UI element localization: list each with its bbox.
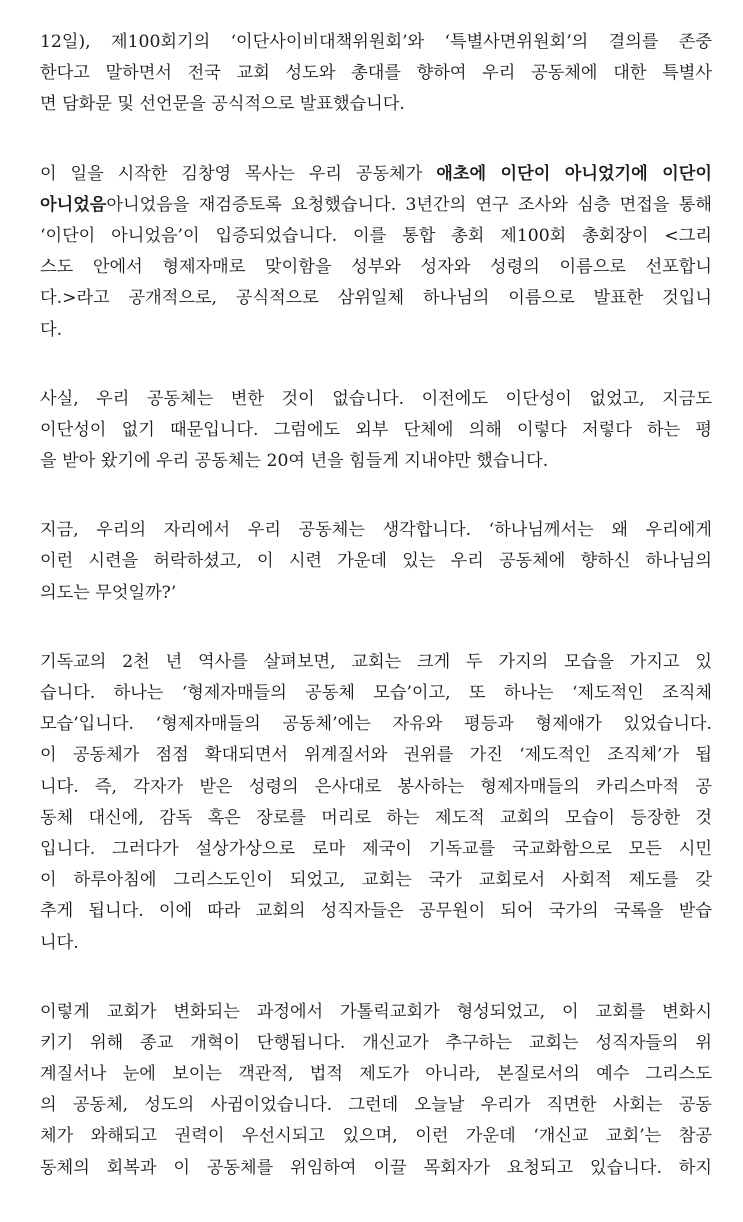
- paragraph-5: [40, 647, 712, 959]
- text-line: 이렇게 교회가 변화되는 과정에서 가톨릭교회가 형성되었고, 이 교회를 변화시: [40, 1001, 712, 1022]
- text-line: 이단성이 없기 때문입니다. 그럼에도 외부 단체에 의해 이렇다 저렇다 하는 평: [40, 419, 712, 440]
- text-line: ‘이단이 아니었음’이 입증되었습니다. 이를 통합 총회 제100회 총회장이 <그리: [40, 225, 712, 246]
- text-line: 지금, 우리의 자리에서 우리 공동체는 생각합니다. ‘하나님께서는 왜 우리에게: [40, 520, 712, 541]
- text-segment: 이 일을 시작한 김창영 목사는 우리 공동체가: [40, 163, 437, 184]
- text-line: 한다고 말하면서 전국 교회 성도와 총대를 향하여 우리 공동체에 대한 특별사: [40, 63, 712, 84]
- text-line: 사실, 우리 공동체는 변한 것이 없습니다. 이전에도 이단성이 없었고, 지금도: [40, 388, 712, 409]
- text-line: 습니다. 하나는 ‘형제자매들의 공동체 모습’이고, 또 하나는 ‘제도적인 조직체: [40, 683, 712, 703]
- text-line: 모습’입니다. ‘형제자매들의 공동체’에는 자유와 평등과 형제애가 있었습니다.: [40, 714, 712, 735]
- text-line: 키기 위해 종교 개혁이 단행됩니다. 개신교가 추구하는 교회는 성직자들의 위: [40, 1032, 712, 1053]
- text-line: 니다. 즉, 각자가 받은 성령의 은사대로 봉사하는 형제자매들의 카리스마적 공: [40, 776, 712, 797]
- text-segment: 아니었음을 재검증토록 요청했습니다. 3년간의 연구 조사와 심층 면접을 통해: [106, 194, 712, 215]
- text-line: 을 받아 왔기에 우리 공동체는 20여 년을 힘들게 지내야만 했습니다.: [40, 451, 549, 472]
- text-line: 면 담화문 및 선언문을 공식적으로 발표했습니다.: [40, 94, 405, 115]
- text-line: 의 공동체, 성도의 사귐이었습니다. 그런데 오늘날 우리가 직면한 사회는 공동: [40, 1095, 712, 1116]
- text-line: 계질서나 눈에 보이는 객관적, 법적 제도가 아니라, 본질로서의 예수 그리스도: [40, 1064, 712, 1085]
- text-line: 12일), 제100회기의 ‘이단사이비대책위원회’와 ‘특별사면위원회’의 결의를 존중: [40, 32, 712, 52]
- text-line: 동체 대신에, 감독 혹은 장로를 머리로 하는 제도적 교회의 모습이 등장한 것: [40, 807, 712, 828]
- paragraph-3: [40, 384, 712, 478]
- document-page: [40, 27, 712, 1222]
- text-line: 스도 안에서 형제자매로 맞이함을 성부와 성자와 성령의 이름으로 선포합니: [40, 257, 712, 278]
- text-line: 추게 됩니다. 이에 따라 교회의 성직자들은 공무원이 되어 국가의 국록을 받습: [40, 901, 712, 922]
- text-line: [40, 159, 712, 190]
- text-line: 니다.: [40, 932, 79, 953]
- text-line: 기독교의 2천 년 역사를 살펴보면, 교회는 크게 두 가지의 모습을 가지고 있: [40, 651, 712, 672]
- text-line: 다.>라고 공개적으로, 공식적으로 삼위일체 하나님의 이름으로 발표한 것입니: [40, 288, 712, 309]
- text-line: 이 하루아침에 그리스도인이 되었고, 교회는 국가 교회로서 사회적 제도를 갖: [40, 870, 712, 891]
- text-line: 다.: [40, 319, 63, 340]
- emphasized-text: 애초에 이단이 아니었기에 이단이: [436, 163, 712, 184]
- text-line: [40, 190, 712, 221]
- text-line: 체가 와해되고 권력이 우선시되고 있으며, 이런 가운데 ‘개신교 교회’는 참공: [40, 1126, 712, 1147]
- paragraph-6: [40, 997, 712, 1184]
- paragraph-4: [40, 515, 712, 609]
- emphasized-text: 아니었음: [40, 194, 107, 215]
- text-line: 이 공동체가 점점 확대되면서 위계질서와 권위를 가진 ‘제도적인 조직체’가 됩: [40, 745, 712, 766]
- text-line: 이런 시련을 허락하셨고, 이 시련 가운데 있는 우리 공동체에 향하신 하나님의: [40, 551, 712, 572]
- text-line: 입니다. 그러다가 설상가상으로 로마 제국이 기독교를 국교화함으로 모든 시민: [40, 838, 712, 859]
- paragraph-1: [40, 27, 712, 121]
- text-line: 동체의 회복과 이 공동체를 위임하여 이끌 목회자가 요청되고 있습니다. 하지: [40, 1157, 712, 1178]
- paragraph-2: [40, 159, 712, 346]
- text-line: 의도는 무엇일까?’: [40, 582, 177, 603]
